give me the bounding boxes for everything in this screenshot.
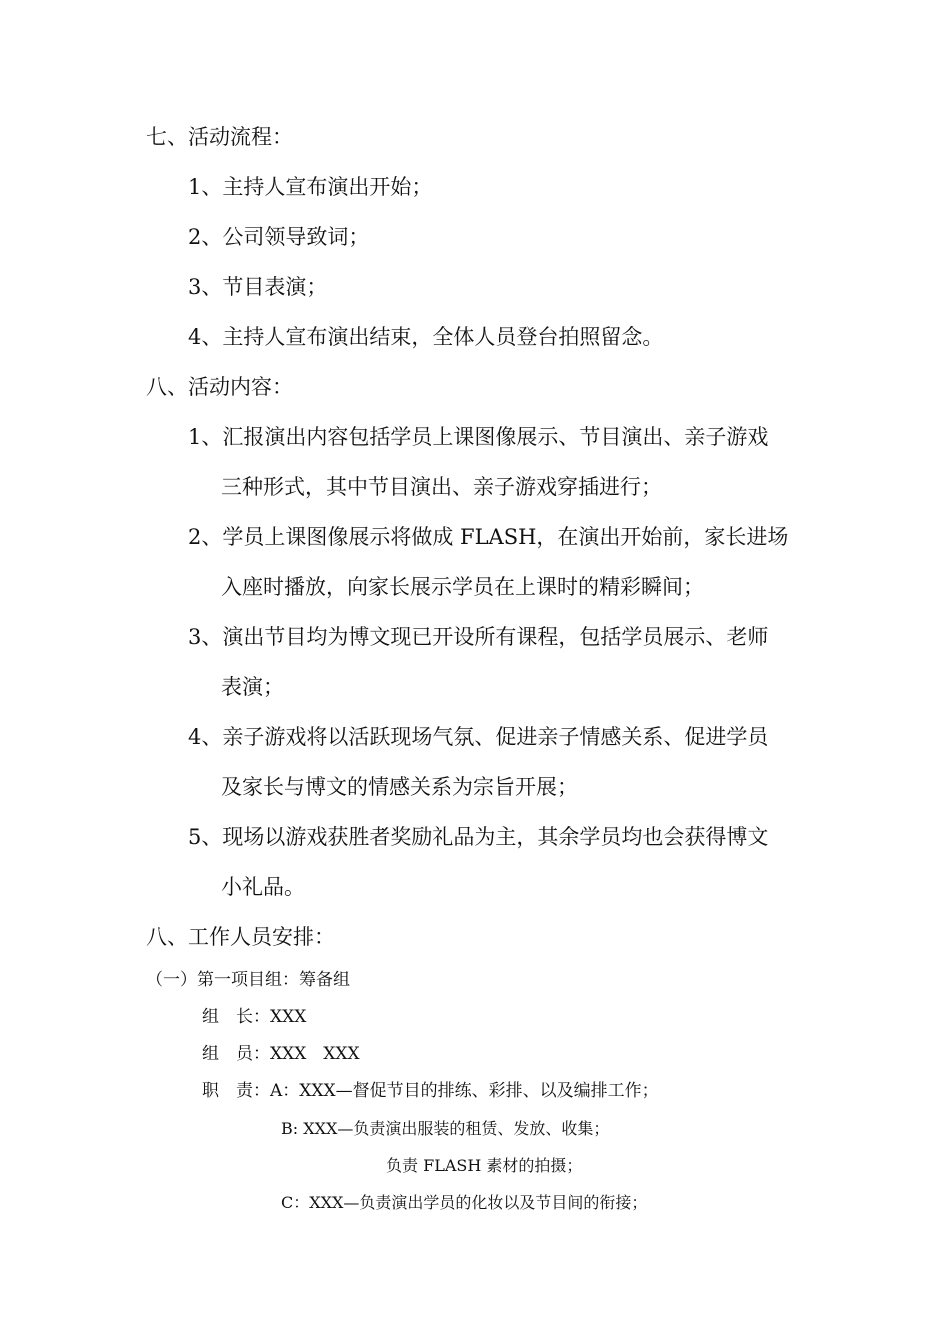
list-item: 5、现场以游戏获胜者奖励礼品为主，其余学员均也会获得博文 xyxy=(188,825,769,849)
list-item: 4、主持人宣布演出结束，全体人员登台拍照留念。 xyxy=(188,325,664,349)
section-heading: 七、活动流程： xyxy=(146,125,293,149)
list-item: 4、亲子游戏将以活跃现场气氛、促进亲子情感关系、促进学员 xyxy=(188,725,769,749)
duty-b: B: XXX—负责演出服装的租赁、发放、收集； xyxy=(281,1119,610,1138)
list-item-continuation: 及家长与博文的情感关系为宗旨开展； xyxy=(221,775,578,799)
group-duties-row xyxy=(202,1083,659,1100)
duty-c: C：XXX—负责演出学员的化妆以及节目间的衔接； xyxy=(281,1193,648,1212)
section-heading: 八、工作人员安排： xyxy=(146,925,335,949)
duty-a: A：XXX—督促节目的排练、彩排、以及编排工作； xyxy=(270,1081,659,1101)
list-item: 3、节目表演； xyxy=(188,275,328,299)
group-members-row xyxy=(202,1046,360,1063)
list-item: 2、公司领导致词； xyxy=(188,225,370,249)
list-item: 3、演出节目均为博文现已开设所有课程，包括学员展示、老师 xyxy=(188,625,769,649)
leader-value: XXX xyxy=(270,1007,307,1027)
duties-label: 职 责： xyxy=(202,1081,270,1101)
list-item-continuation: 表演； xyxy=(221,675,284,699)
list-item: 1、汇报演出内容包括学员上课图像展示、节目演出、亲子游戏 xyxy=(188,425,769,449)
members-label: 组 员： xyxy=(202,1044,270,1064)
duty-b-continuation: 负责 FLASH 素材的拍摄； xyxy=(386,1156,583,1175)
list-item: 1、主持人宣布演出开始； xyxy=(188,175,433,199)
list-item: 2、学员上课图像展示将做成 FLASH，在演出开始前，家长进场 xyxy=(188,525,789,549)
list-item-continuation: 三种形式，其中节目演出、亲子游戏穿插进行； xyxy=(221,475,662,499)
list-item-continuation: 小礼品。 xyxy=(221,875,305,899)
members-value: XXX XXX xyxy=(270,1044,360,1064)
group-title: （一）第一项目组：筹备组 xyxy=(146,970,350,990)
section-heading: 八、活动内容： xyxy=(146,375,293,399)
list-item-continuation: 入座时播放，向家长展示学员在上课时的精彩瞬间； xyxy=(221,575,704,599)
group-leader-row xyxy=(202,1009,306,1026)
leader-label: 组 长： xyxy=(202,1007,270,1027)
